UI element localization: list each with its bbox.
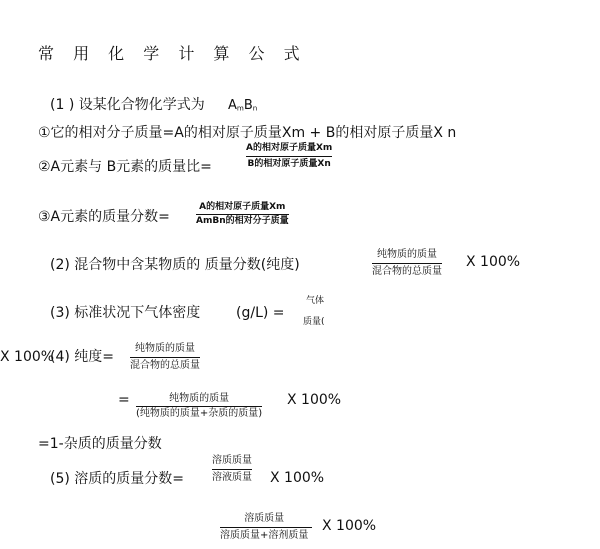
item4-numerator-2: 纯物质的质量 (169, 393, 230, 404)
item4-fraction-2 (136, 394, 262, 419)
item4-multiplier-2: X 100% (287, 392, 342, 408)
item2-denominator: 混合物的总质量 (372, 266, 442, 277)
item4-equals: = (118, 392, 130, 408)
item1-1-text: ①它的相对分子质量=A的相对原子质量Xm + B的相对原子质量X n (38, 125, 457, 141)
item5-label: (5) 溶质的质量分数= (50, 471, 185, 487)
item5-denominator: 溶液质量 (212, 472, 252, 483)
item1-2-label: ②A元素与 B元素的质量比= (38, 159, 212, 175)
item3-denominator: 质量( (303, 317, 325, 327)
item5-multiplier-2: X 100% (322, 518, 377, 534)
item3-unit: (g/L) = (236, 305, 285, 321)
item5-multiplier: X 100% (270, 470, 325, 486)
item5-fraction-2 (220, 514, 308, 541)
item4-fraction (130, 344, 200, 371)
item1-3-fraction (196, 203, 289, 226)
item4-denominator: 混合物的总质量 (130, 360, 200, 371)
item2-multiplier: X 100% (466, 254, 521, 270)
item3-numerator: 气体 (306, 296, 325, 306)
item1-2-numerator: A的相对原子质量Xm (246, 143, 333, 153)
item5-denominator-2: 溶质质量+溶剂质量 (220, 530, 309, 541)
item5-fraction (212, 456, 252, 483)
page-title: 常 用 化 学 计 算 公 式 (38, 44, 307, 63)
item4-label: (4) 纯度= (50, 349, 115, 365)
item1-3-denominator: AmBn的相对分子质量 (196, 216, 289, 226)
item5-numerator-2: 溶质质量 (244, 513, 285, 524)
item2-fraction (372, 250, 442, 277)
item1-2-denominator: B的相对原子质量Xn (247, 159, 331, 169)
item3-label: (3) 标准状况下气体密度 (50, 305, 201, 321)
item4-overflow-multiplier: X 100% (0, 349, 55, 365)
item1-3-numerator: A的相对原子质量Xm (199, 202, 286, 212)
item2-numerator: 纯物质的质量 (377, 249, 437, 260)
item4-denominator-2: (纯物质的质量+杂质的质量) (136, 408, 263, 419)
item5-numerator: 溶质质量 (212, 455, 252, 466)
item4-line3: =1-杂质的质量分数 (38, 436, 162, 452)
item1-formula: $A_mB_n$ (228, 98, 258, 113)
item1-label: (1 ) 设某化合物化学式为 (50, 97, 205, 113)
item4-numerator: 纯物质的质量 (135, 343, 195, 354)
item1-3-label: ③A元素的质量分数= (38, 209, 170, 225)
item2-label: (2) 混合物中含某物质的 质量分数(纯度) (50, 257, 300, 273)
item1-2-fraction (246, 144, 332, 169)
